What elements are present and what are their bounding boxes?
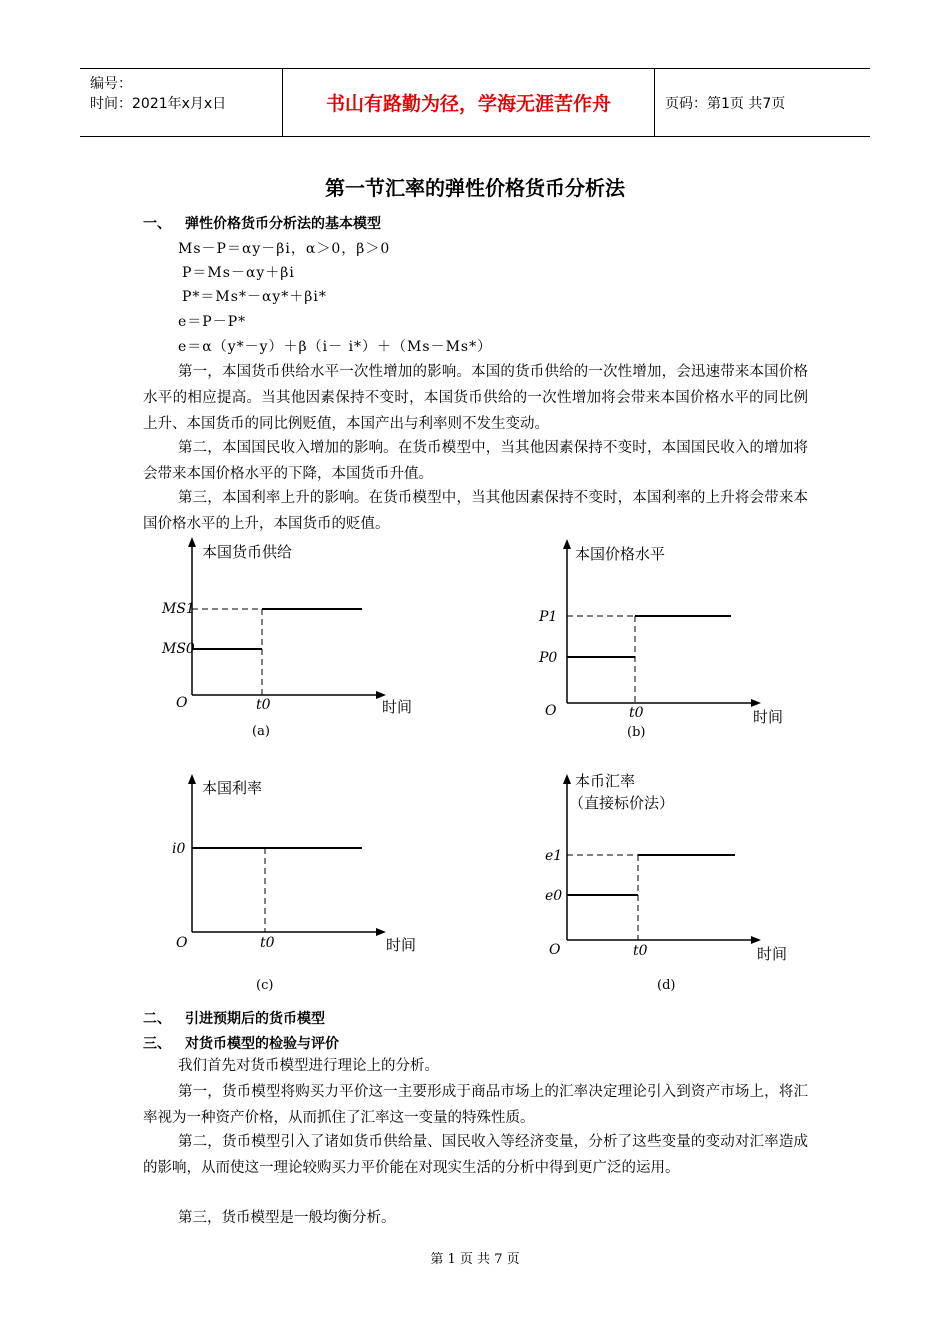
paragraph-income: 第二，本国国民收入增加的影响。在货币模型中，当其他因素保持不变时，本国国民收入的增加将会带来本国价格水平的下降，本国货币升值。	[143, 440, 808, 482]
x-axis-arrow	[376, 928, 386, 936]
figure-d	[535, 768, 815, 998]
caption: (d)	[657, 978, 676, 993]
high-label: MS1	[162, 601, 195, 617]
formula-5: e＝α（y*－y）＋β（i－ i*）＋（Ms－Ms*）	[178, 339, 493, 355]
origin-label: O	[545, 703, 557, 719]
x-label: 时间	[757, 945, 788, 963]
high-label: P1	[539, 609, 558, 625]
figure-c	[160, 768, 440, 998]
y-axis-arrow	[563, 774, 571, 784]
section-text: 引进预期后的货币模型	[185, 1011, 325, 1027]
section-heading-3	[143, 1033, 339, 1053]
paragraph-money-supply: 第一，本国货币供给水平一次性增加的影响。本国的货币供给的一次性增加，会迅速带来本国价格水平的相应提高。当其他因素保持不变时，本国货币供给的一次性增加将会带来本国价格水平的同比例上升、本国货币的同比例贬值，本国产出与利率则不发生变动。	[143, 364, 808, 432]
y-axis-arrow	[188, 537, 196, 547]
header-page-info: 页码：第1页 共7页	[665, 95, 786, 112]
y-label: 本币汇率	[575, 772, 636, 790]
x-axis-arrow	[751, 936, 761, 944]
y-label: 本国利率	[202, 779, 263, 797]
low-label: e0	[545, 888, 563, 904]
y-axis-arrow	[563, 539, 571, 549]
section-text: 对货币模型的检验与评价	[185, 1036, 339, 1052]
formula-2: P＝Ms－αy＋βi	[182, 265, 295, 281]
origin-label: O	[549, 942, 561, 958]
page-footer: 第 1 页 共 7 页	[430, 1252, 520, 1267]
x-axis-arrow	[751, 699, 761, 707]
x-label: 时间	[753, 708, 784, 726]
header-left-cell	[80, 69, 283, 136]
t0-label: t0	[260, 935, 275, 951]
y-label: 本国价格水平	[575, 545, 666, 563]
paragraph-point-2: 第二，货币模型引入了诸如货币供给量、国民收入等经济变量，分析了这些变量的变动对汇率造成的影响，从而使这一理论较购买力平价能在对现实生活的分析中得到更广泛的运用。	[143, 1134, 808, 1176]
formula-3: P*＝Ms*－αy*＋βi*	[182, 289, 327, 305]
section-heading-1	[143, 213, 381, 233]
y-label: 本国货币供给	[202, 543, 293, 561]
motto: 书山有路勤为径，学海无涯苦作舟	[325, 93, 611, 115]
y-label-sub: （直接标价法）	[569, 794, 675, 812]
caption: (b)	[627, 725, 646, 740]
y-axis-arrow	[188, 774, 196, 784]
t0-label: t0	[629, 705, 644, 721]
low-label: MS0	[162, 641, 195, 657]
x-label: 时间	[386, 936, 417, 954]
paragraph-interest: 第三，本国利率上升的影响。在货币模型中，当其他因素保持不变时，本国利率的上升将会带来本国价格水平的上升，本国货币的贬值。	[143, 490, 808, 532]
caption: (c)	[256, 978, 274, 993]
section-heading-2	[143, 1008, 325, 1028]
level-label: i0	[172, 841, 186, 857]
low-label: P0	[539, 650, 558, 666]
header-table	[80, 68, 870, 137]
paragraph-point-3: 第三，货币模型是一般均衡分析。	[178, 1210, 396, 1226]
t0-label: t0	[633, 943, 648, 959]
section-number: 三、	[143, 1036, 171, 1052]
page-title: 第一节汇率的弹性价格货币分析法	[325, 176, 625, 200]
x-label: 时间	[382, 698, 413, 716]
section-number: 一、	[143, 216, 171, 232]
header-motto-cell	[283, 69, 655, 136]
paragraph-theory-intro: 我们首先对货币模型进行理论上的分析。	[178, 1058, 439, 1074]
t0-label: t0	[256, 697, 271, 713]
formula-1: Ms－P＝αy－βi，α＞0，β＞0	[178, 241, 391, 257]
paragraph-point-1: 第一，货币模型将购买力平价这一主要形成于商品市场上的汇率决定理论引入到资产市场上，将汇率视为一种资产价格，从而抓住了汇率这一变量的特殊性质。	[143, 1084, 808, 1126]
number-label: 编号：	[90, 76, 132, 92]
figure-a	[160, 535, 440, 745]
caption: (a)	[252, 724, 270, 739]
origin-label: O	[176, 695, 188, 711]
figure-b	[535, 535, 815, 745]
origin-label: O	[176, 935, 188, 951]
high-label: e1	[545, 848, 563, 864]
section-text: 弹性价格货币分析法的基本模型	[185, 216, 381, 232]
section-number: 二、	[143, 1011, 171, 1027]
time-label: 时间：2021年x月x日	[90, 96, 227, 112]
formula-4: e＝P－P*	[178, 314, 247, 330]
